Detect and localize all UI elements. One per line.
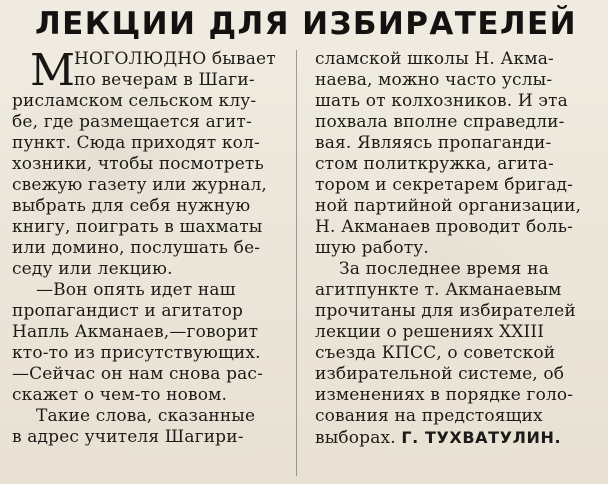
article-line: по вечерам в Шаги- (74, 70, 255, 90)
article-line: агитпункте т. Акманаевым (315, 280, 562, 300)
article-line: сламской школы Н. Акма- (315, 49, 554, 69)
article-line: Н. Акманаев проводит боль- (315, 217, 574, 237)
article-line: книгу, поиграть в шахматы (12, 217, 263, 237)
article-line: пункт. Сюда приходят кол- (12, 133, 260, 153)
article-line: НОГОЛЮДНО бывает (74, 49, 276, 69)
article-line: наева, можно часто услы- (315, 70, 553, 90)
byline (315, 427, 585, 448)
article-line: хозники, чтобы посмотреть (12, 154, 264, 174)
article-line: стом политкружка, агита- (315, 154, 554, 174)
article-line: За последнее время на (339, 259, 549, 279)
article-line: прочитаны для избирателей (315, 301, 576, 321)
article-line: лекции о решениях XXIII (315, 322, 545, 342)
article-line: бе, где размещается агит- (12, 112, 252, 132)
article-line: выбрать для себя нужную (12, 196, 251, 216)
article-right-column (315, 49, 585, 448)
author-signature: Г. ТУХВАТУЛИН. (401, 428, 562, 447)
article-line: кто-то из присутствующих. (12, 343, 261, 363)
article-line: Напль Акманаев,—говорит (12, 322, 259, 342)
article-line: похвала вполне справедли- (315, 112, 565, 132)
article-line: шую работу. (315, 238, 429, 258)
article-line: в адрес учителя Шагири- (12, 427, 244, 447)
article-line: шать от колхозников. И эта (315, 91, 568, 111)
article-line: или домино, послушать бе- (12, 238, 261, 258)
article-line: седу или лекцию. (12, 259, 173, 279)
article-line: свежую газету или журнал, (12, 175, 267, 195)
article-left-column (12, 45, 278, 448)
article-line: рисламском сельском клу- (12, 91, 257, 111)
article-line: Такие слова, сказанные (36, 406, 256, 426)
column-divider (296, 50, 297, 476)
article-line: —Вон опять идет наш (36, 280, 236, 300)
drop-cap: М (30, 45, 76, 96)
article-line: ной партийной организации, (315, 196, 582, 216)
article-line: пропагандист и агитатор (12, 301, 244, 321)
article-line: изменениях в порядке голо- (315, 385, 574, 405)
article-line: сования на предстоящих (315, 406, 543, 426)
article-line: скажет о чем-то новом. (12, 385, 228, 405)
article-line: съезда КПСС, о советской (315, 343, 556, 363)
article-line: избирательной системе, об (315, 364, 565, 384)
article-line: вая. Являясь пропаганди- (315, 133, 552, 153)
closing-text: выборах. (315, 428, 396, 448)
article-line: —Сейчас он нам снова рас- (12, 364, 263, 384)
article-line: тором и секретарем бригад- (315, 175, 573, 195)
page-title: ЛЕКЦИИ ДЛЯ ИЗБИРАТЕЛЕЙ (35, 6, 577, 42)
